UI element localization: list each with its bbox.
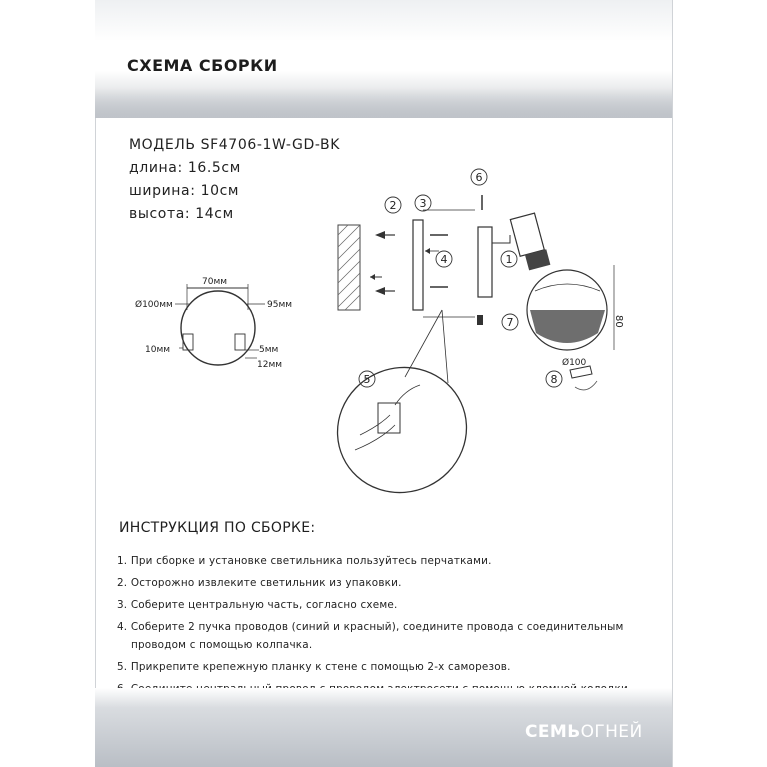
dim-diameter-label: Ø100мм bbox=[135, 300, 173, 310]
brand-light: ОГНЕЙ bbox=[580, 722, 643, 742]
label-5: 5 bbox=[363, 373, 371, 386]
label-2: 2 bbox=[389, 199, 397, 212]
label-4: 4 bbox=[440, 253, 448, 266]
dim-top-label: 70мм bbox=[202, 277, 228, 287]
header-shadow bbox=[95, 88, 672, 118]
dim-diameter-right-label: Ø100 bbox=[562, 358, 587, 368]
step-3: 3. Соберите центральную часть, согласно схеме. bbox=[117, 599, 398, 611]
dim-right-label: 95мм bbox=[267, 300, 293, 310]
page-title: СХЕМА СБОРКИ bbox=[127, 56, 278, 75]
dim-10-label: 10мм bbox=[145, 345, 171, 355]
height-line: высота: 14см bbox=[129, 206, 234, 222]
width-line: ширина: 10см bbox=[129, 183, 240, 199]
instructions-title: ИНСТРУКЦИЯ ПО СБОРКЕ: bbox=[119, 520, 316, 536]
assembly-diagram bbox=[330, 165, 630, 505]
right-margin-line bbox=[672, 0, 673, 767]
product-specs bbox=[129, 134, 340, 226]
label-6: 6 bbox=[475, 171, 483, 184]
label-8: 8 bbox=[550, 373, 558, 386]
label-1: 1 bbox=[505, 253, 513, 266]
step-2: 2. Осторожно извлеките светильник из упаковки. bbox=[117, 577, 402, 589]
dim-12-label: 12мм bbox=[257, 360, 283, 370]
dim-5-label: 5мм bbox=[259, 345, 279, 355]
model-line: МОДЕЛЬ SF4706-1W-GD-BK bbox=[129, 137, 340, 153]
dim-height-label: 80 bbox=[613, 315, 624, 328]
label-7: 7 bbox=[506, 316, 514, 329]
step-4-cont: проводом с помощью колпачка. bbox=[131, 639, 313, 651]
length-line: длина: 16.5см bbox=[129, 160, 241, 176]
step-1: 1. При сборке и установке светильника пользуйтесь перчатками. bbox=[117, 555, 492, 567]
dimension-drawing bbox=[135, 270, 310, 380]
step-5: 5. Прикрепите крепежную планку к стене с помощью 2-х саморезов. bbox=[117, 661, 511, 673]
brand-bold: СЕМЬ bbox=[525, 722, 581, 742]
step-4: 4. Соберите 2 пучка проводов (синий и красный), соедините провода с соединительным bbox=[117, 621, 624, 633]
brand-logo bbox=[525, 722, 643, 742]
label-3: 3 bbox=[419, 197, 427, 210]
